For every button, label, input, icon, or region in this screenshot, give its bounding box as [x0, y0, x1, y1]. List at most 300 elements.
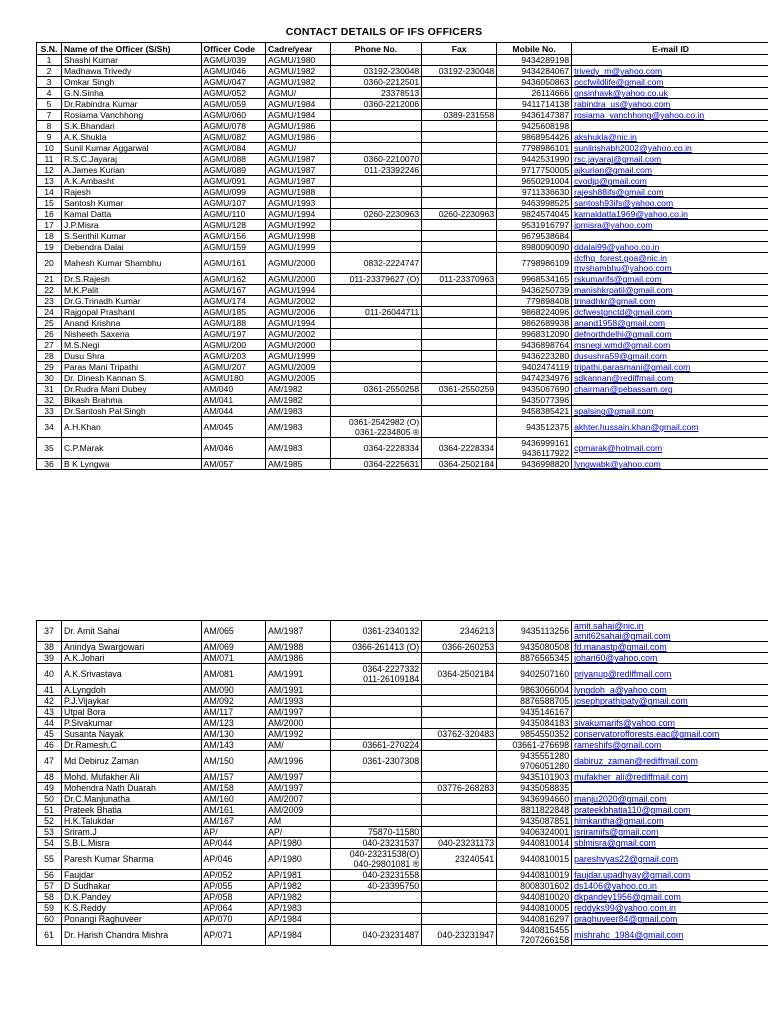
mobile-number-line: 7207266158	[520, 935, 570, 945]
phone-number	[330, 794, 422, 805]
serial-number: 28	[37, 351, 62, 362]
phone-number-line: 0361-2550258	[363, 384, 420, 394]
email-link-line[interactable]: dusushra59@gmail.com	[574, 351, 667, 361]
phone-number-line: 0364-2225631	[363, 459, 420, 469]
fax-number	[422, 870, 497, 881]
email-link[interactable]	[572, 340, 768, 351]
email-link[interactable]	[572, 99, 768, 110]
mobile-number-line: 9435084183	[520, 718, 570, 728]
phone-number	[330, 642, 422, 653]
fax-number	[422, 242, 497, 253]
email-link-line[interactable]: faujdar.upadhyay@gmail.com	[574, 870, 691, 880]
mobile-number	[497, 165, 572, 176]
email-link-line[interactable]: santosh93ifs@yahoo.com	[574, 198, 674, 208]
email-link-line[interactable]: jpmisra@yahoo.com	[574, 220, 653, 230]
officer-code: AGMU/156	[201, 231, 266, 242]
serial-number: 13	[37, 176, 62, 187]
officer-name: Ponangi Raghuveer	[61, 914, 201, 925]
email-link[interactable]	[572, 406, 768, 417]
email-link-line[interactable]: mishrahc_1984@gmail.com	[574, 930, 684, 940]
serial-number: 16	[37, 209, 62, 220]
mobile-number	[497, 209, 572, 220]
phone-number	[330, 110, 422, 121]
officer-code: AGMU/088	[201, 154, 266, 165]
phone-number	[330, 340, 422, 351]
email-link-line[interactable]: pccfwildlife@gmail.com	[574, 77, 664, 87]
email-link[interactable]	[572, 154, 768, 165]
mobile-number-line: 9436998820	[521, 459, 570, 469]
mobile-number-line: 9435077396	[521, 395, 570, 405]
email-link-line[interactable]: chairman@pebassam.org	[574, 384, 673, 394]
officer-code: AGMU180	[201, 373, 266, 384]
fax-number	[422, 121, 497, 132]
email-link[interactable]	[572, 772, 768, 783]
cadre-year: AGMU/1984	[266, 110, 331, 121]
email-link[interactable]	[572, 838, 768, 849]
cadre-year: AGMU/1984	[266, 99, 331, 110]
phone-number-line: 0832-2224747	[363, 258, 420, 268]
officer-code: AM/045	[201, 417, 266, 438]
phone-number-line: 03661-270224	[362, 740, 420, 750]
officer-name: Dr.C.Manjunatha	[61, 794, 201, 805]
fax-number	[422, 903, 497, 914]
officer-name: Dr.S.Rajesh	[61, 274, 201, 285]
mobile-number-line: 9442531990	[521, 154, 570, 164]
email-link[interactable]	[572, 66, 768, 77]
fax-number	[422, 925, 497, 946]
serial-number: 59	[37, 903, 62, 914]
email-link-line[interactable]: spalsing@gmail.com	[574, 406, 654, 416]
serial-number: 23	[37, 296, 62, 307]
email-link-line[interactable]: sivakumarifs@yahoo.com	[574, 718, 675, 728]
email-link-line[interactable]: trinadhkr@gmail.com	[574, 296, 656, 306]
table-row	[37, 154, 768, 165]
email-link[interactable]	[572, 176, 768, 187]
email-link-line[interactable]: dcfhq_forest.goa@nic.in	[574, 253, 667, 263]
email-link-line[interactable]: cvodjp@gmail.com	[574, 176, 647, 186]
email-link[interactable]	[572, 740, 768, 751]
phone-number	[330, 849, 422, 870]
phone-number	[330, 805, 422, 816]
email-link[interactable]	[572, 274, 768, 285]
phone-number-line: 0360-2212006	[363, 99, 420, 109]
serial-number: 11	[37, 154, 62, 165]
phone-number-line: 0260-2230963	[363, 209, 420, 219]
email-link-line[interactable]: rsc.jayaraj@gmail.com	[574, 154, 662, 164]
cadre-year: AGMU/1994	[266, 318, 331, 329]
phone-number-line: 23378513	[380, 88, 420, 98]
fax-number	[422, 816, 497, 827]
cadre-year: AGMU/1999	[266, 351, 331, 362]
email-link-line[interactable]: gnsinhavk@yahoo.co.uk	[574, 88, 668, 98]
table-row	[37, 132, 768, 143]
email-link[interactable]	[572, 417, 768, 438]
table-row	[37, 664, 768, 685]
phone-number	[330, 274, 422, 285]
email-link-line[interactable]: prateekbhatia110@gmail.com	[574, 805, 691, 815]
officer-name: Kamal Datta	[61, 209, 201, 220]
table-row	[37, 384, 768, 395]
phone-number-line: 0361-2340132	[362, 626, 420, 636]
phone-number	[330, 783, 422, 794]
table-row	[37, 351, 768, 362]
phone-number-line: 03192-230048	[363, 66, 420, 76]
table-row	[37, 66, 768, 77]
officer-code: AP/058	[201, 892, 266, 903]
email-link[interactable]	[572, 805, 768, 816]
phone-number	[330, 373, 422, 384]
phone-number-line: 011-23379627 (O)	[349, 274, 420, 284]
email-link[interactable]	[572, 653, 768, 664]
table-row	[37, 881, 768, 892]
cadre-year: AM/2000	[266, 718, 331, 729]
officer-code: AP/070	[201, 914, 266, 925]
email-link-line[interactable]: dcfwestgnctd@gmail.com	[574, 307, 673, 317]
email-link-line[interactable]: ajkurian@gmail.com	[574, 165, 653, 175]
phone-number	[330, 459, 422, 470]
email-link[interactable]	[572, 242, 768, 253]
email-link-line[interactable]: amit62sahai@gmail.com	[574, 631, 671, 641]
serial-number: 5	[37, 99, 62, 110]
phone-number	[330, 740, 422, 751]
fax-number	[422, 794, 497, 805]
cadre-year: AGMU/2005	[266, 373, 331, 384]
phone-number	[330, 99, 422, 110]
email-link-line[interactable]: rameshifs@gmail.com	[574, 740, 662, 750]
email-link[interactable]	[572, 696, 768, 707]
cadre-year: AM/1991	[266, 664, 331, 685]
email-link-line[interactable]: anand1958@gmail.com	[574, 318, 666, 328]
email-link[interactable]	[572, 351, 768, 362]
email-link[interactable]	[572, 664, 768, 685]
phone-number-line: 0366-261413 (O)	[352, 642, 420, 652]
officer-name: Omkar Singh	[61, 77, 201, 88]
table-row	[37, 373, 768, 384]
phone-number	[330, 121, 422, 132]
email-link-line[interactable]: sunilrishabh2002@yahoo.co.in	[574, 143, 692, 153]
serial-number: 40	[37, 664, 62, 685]
serial-number: 58	[37, 892, 62, 903]
email-link[interactable]	[572, 362, 768, 373]
phone-number-line: 0361-2307308	[362, 756, 420, 766]
table-row	[37, 621, 768, 642]
email-link-line[interactable]: priyanup@rediffmail.com	[574, 669, 672, 679]
email-link-line[interactable]: msnegi.wmd@gmail.com	[574, 340, 671, 350]
email-link-line[interactable]: josephprathipaty@gmail.com	[574, 696, 688, 706]
email-link-line[interactable]: akhter.hussain.khan@gmail.com	[574, 422, 699, 432]
cadre-year: AP/1984	[266, 925, 331, 946]
table-row	[37, 395, 768, 406]
mobile-number-line: 9436050863	[521, 77, 570, 87]
officer-code: AGMU/167	[201, 285, 266, 296]
mobile-number-line: 9863066004	[520, 685, 570, 695]
serial-number: 14	[37, 187, 62, 198]
table-row	[37, 187, 768, 198]
email-link[interactable]	[572, 914, 768, 925]
fax-number-line: 040-23231173	[438, 838, 495, 848]
email-link-line[interactable]: amit.sahai@nic.in	[574, 621, 644, 631]
officer-name: D.K.Pandey	[61, 892, 201, 903]
email-link[interactable]	[572, 307, 768, 318]
email-link-line[interactable]: sdkannan@rediffmail.com	[574, 373, 674, 383]
officers-table-bottom	[36, 620, 768, 946]
mobile-number	[497, 143, 572, 154]
email-link[interactable]	[572, 318, 768, 329]
email-link[interactable]	[572, 253, 768, 274]
mobile-number-line: 9435087851	[520, 816, 570, 826]
officer-code: AGMU/107	[201, 198, 266, 209]
mobile-number	[497, 99, 572, 110]
cadre-year: AM/1982	[266, 384, 331, 395]
fax-number	[422, 307, 497, 318]
fax-number-line: 0361-2550259	[438, 384, 495, 394]
table-row	[37, 438, 768, 459]
fax-number	[422, 198, 497, 209]
phone-number	[330, 55, 422, 66]
mobile-number	[497, 307, 572, 318]
email-link-line[interactable]: lyngdoh_a@yahoo.com	[574, 685, 667, 695]
serial-number: 46	[37, 740, 62, 751]
cadre-year: AM/2007	[266, 794, 331, 805]
phone-number-line: 040-23231487	[362, 930, 420, 940]
email-link[interactable]	[572, 209, 768, 220]
mobile-number-line: 9440810015	[520, 854, 570, 864]
officer-code: AP/052	[201, 870, 266, 881]
serial-number: 57	[37, 881, 62, 892]
officer-name: Santosh Kumar	[61, 198, 201, 209]
officer-code: AM/044	[201, 406, 266, 417]
phone-number	[330, 132, 422, 143]
serial-number: 8	[37, 121, 62, 132]
email-link-line[interactable]: praghuveer84@gmail.com	[574, 914, 678, 924]
email-link[interactable]	[572, 77, 768, 88]
email-link-line[interactable]: pareshvyas22@gmail.com	[574, 854, 678, 864]
email-link[interactable]	[572, 849, 768, 870]
email-link-line[interactable]: akshukla@nic.in	[574, 132, 637, 142]
mobile-number	[497, 77, 572, 88]
officer-code: AGMU/089	[201, 165, 266, 176]
officer-code: AGMU/203	[201, 351, 266, 362]
email-link-line[interactable]: rskumarifs@gmail.com	[574, 274, 662, 284]
email-link-line[interactable]: manishkrpatil@gmail.com	[574, 285, 673, 295]
phone-number	[330, 231, 422, 242]
email-link-line[interactable]: jsriramifs@gmail.com	[574, 827, 659, 837]
officer-code: AM/167	[201, 816, 266, 827]
email-link-line[interactable]: reddyks99@yahoo.com.in	[574, 903, 676, 913]
table-row	[37, 220, 768, 231]
serial-number: 44	[37, 718, 62, 729]
fax-number	[422, 914, 497, 925]
email-link[interactable]	[572, 373, 768, 384]
email-link-line[interactable]: rabindra_us@yahoo.com	[574, 99, 671, 109]
phone-number	[330, 914, 422, 925]
mobile-number	[497, 253, 572, 274]
email-link-line[interactable]: kamaldatta1969@yahoo.co.in	[574, 209, 688, 219]
email-link[interactable]	[572, 925, 768, 946]
fax-number-line: 0260-2230963	[438, 209, 495, 219]
officer-code: AGMU/159	[201, 242, 266, 253]
email-link[interactable]	[572, 296, 768, 307]
phone-number	[330, 242, 422, 253]
officer-name: S.B.L.Misra	[61, 838, 201, 849]
email-link[interactable]	[572, 329, 768, 340]
email-link[interactable]	[572, 165, 768, 176]
serial-number: 49	[37, 783, 62, 794]
email-link[interactable]	[572, 729, 768, 740]
email-link-line[interactable]: conservatorofforests.eac@gmail.com	[574, 729, 720, 739]
serial-number: 15	[37, 198, 62, 209]
mobile-number	[497, 740, 572, 751]
cadre-year: AM/1982	[266, 395, 331, 406]
email-link-line[interactable]: defnorthdelhi@gmail.com	[574, 329, 672, 339]
email-link-line[interactable]: tripathi.parasmani@gmail.com	[574, 362, 691, 372]
mobile-number-line: 9436223280	[521, 351, 570, 361]
email-link[interactable]	[572, 88, 768, 99]
email-link[interactable]	[572, 285, 768, 296]
fax-number-line: 040-23231947	[437, 930, 495, 940]
email-link[interactable]	[572, 751, 768, 772]
officer-code: AGMU/078	[201, 121, 266, 132]
email-link[interactable]	[572, 642, 768, 653]
serial-number: 36	[37, 459, 62, 470]
email-link[interactable]	[572, 220, 768, 231]
email-link[interactable]	[572, 794, 768, 805]
officer-name: Md Debiruz Zaman	[61, 751, 201, 772]
mobile-number-line: 9435146167	[520, 707, 570, 717]
mobile-number	[497, 707, 572, 718]
table-row	[37, 209, 768, 220]
email-link[interactable]	[572, 881, 768, 892]
phone-number	[330, 685, 422, 696]
cadre-year: AM/1987	[266, 621, 331, 642]
email-link[interactable]	[572, 816, 768, 827]
email-link[interactable]	[572, 143, 768, 154]
cadre-year: AM/1997	[266, 707, 331, 718]
email-link[interactable]	[572, 132, 768, 143]
email-link[interactable]	[572, 384, 768, 395]
email-link-line[interactable]: cpmarak@hotmail.com	[574, 443, 663, 453]
email-link-line[interactable]: fd.manastp@gmail.com	[574, 642, 667, 652]
officer-code: AM/040	[201, 384, 266, 395]
mobile-number-line: 9440810019	[520, 870, 570, 880]
phone-number	[330, 187, 422, 198]
officer-name: Sriram.J	[61, 827, 201, 838]
phone-number	[330, 77, 422, 88]
email-link-line[interactable]: trivedy_m@yahoo.com	[574, 66, 663, 76]
officer-code: AGMU/197	[201, 329, 266, 340]
email-link-line[interactable]: rosiama_vanchhong@yahoo.co.in	[574, 110, 705, 120]
officer-code: AP/046	[201, 849, 266, 870]
email-link-line[interactable]: mufakher_ali@rediffmail.com	[574, 772, 688, 782]
cadre-year: AM/1988	[266, 642, 331, 653]
mobile-number-line: 9402507160	[520, 669, 570, 679]
email-link[interactable]	[572, 870, 768, 881]
phone-number	[330, 707, 422, 718]
serial-number: 20	[37, 253, 62, 274]
email-link[interactable]	[572, 438, 768, 459]
fax-number-line: 0366-260253	[442, 642, 495, 652]
mobile-number-line: 9531916797	[521, 220, 570, 230]
mobile-number	[497, 362, 572, 373]
email-link[interactable]	[572, 718, 768, 729]
officer-name: Rajesh	[61, 187, 201, 198]
table-row	[37, 198, 768, 209]
serial-number: 32	[37, 395, 62, 406]
email-link-line[interactable]: ds1406@yahoo.co.in	[574, 881, 657, 891]
officer-code: AGMU/082	[201, 132, 266, 143]
phone-number	[330, 406, 422, 417]
mobile-number-line: 9706051280	[520, 761, 570, 771]
phone-number-line: 0361-2542982 (O)	[348, 417, 420, 427]
mobile-number-line: 9434284067	[521, 66, 570, 76]
officer-name: M.K.Palit	[61, 285, 201, 296]
mobile-number	[497, 187, 572, 198]
phone-number	[330, 351, 422, 362]
email-link[interactable]	[572, 198, 768, 209]
email-link-line[interactable]: dabiruz_zaman@rediffmail.com	[574, 756, 698, 766]
phone-number-line: 011-26109184	[363, 674, 420, 684]
email-link[interactable]	[572, 187, 768, 198]
serial-number: 26	[37, 329, 62, 340]
cadre-year: AGMU/1988	[266, 187, 331, 198]
email-link[interactable]	[572, 892, 768, 903]
header-fax: Fax	[422, 43, 497, 55]
officer-name: J.P.Misra	[61, 220, 201, 231]
email-link-line[interactable]: mvshambhu@yahoo.com	[574, 263, 672, 273]
table-row	[37, 794, 768, 805]
mobile-number-line: 9434289198	[521, 55, 570, 65]
email-link[interactable]	[572, 685, 768, 696]
email-link-line[interactable]: manju2020@gmail.com	[574, 794, 667, 804]
table-row	[37, 274, 768, 285]
table-row	[37, 914, 768, 925]
cadre-year: AM/1991	[266, 685, 331, 696]
email-link-line[interactable]: hlmkantha@gmail.com	[574, 816, 664, 826]
fax-number-line: 0364-2502184	[437, 669, 495, 679]
fax-number	[422, 132, 497, 143]
phone-number	[330, 285, 422, 296]
email-link-line[interactable]: sblmisra@gmail.com	[574, 838, 656, 848]
email-link[interactable]	[572, 827, 768, 838]
email-link[interactable]	[572, 110, 768, 121]
email-link-line[interactable]: johari60@yahoo.com	[574, 653, 658, 663]
phone-number	[330, 417, 422, 438]
fax-number	[422, 77, 497, 88]
fax-number	[422, 340, 497, 351]
email-link[interactable]	[572, 459, 768, 470]
officer-name: Debendra Dalai	[61, 242, 201, 253]
email-link-line[interactable]: ddalai99@yahoo.co.in	[574, 242, 660, 252]
email-link-line[interactable]: rajesh88ifs@gmail.com	[574, 187, 664, 197]
officer-code: AGMU/207	[201, 362, 266, 373]
table-row	[37, 783, 768, 794]
mobile-number	[497, 198, 572, 209]
officer-code: AM/065	[201, 621, 266, 642]
serial-number: 38	[37, 642, 62, 653]
mobile-number	[497, 696, 572, 707]
cadre-year: AGMU/2002	[266, 296, 331, 307]
officer-name: Dr. Dinesh Kannan S.	[61, 373, 201, 384]
email-link[interactable]	[572, 621, 768, 642]
email-link-line[interactable]: lyngwabk@yahoo.com	[574, 459, 661, 469]
phone-number	[330, 621, 422, 642]
officer-name: S.Senthil Kumar	[61, 231, 201, 242]
mobile-number	[497, 384, 572, 395]
email-link-line[interactable]: dkpandey1956@gmail.com	[574, 892, 681, 902]
email-link[interactable]	[572, 903, 768, 914]
officer-code: AGMU/052	[201, 88, 266, 99]
fax-number	[422, 362, 497, 373]
